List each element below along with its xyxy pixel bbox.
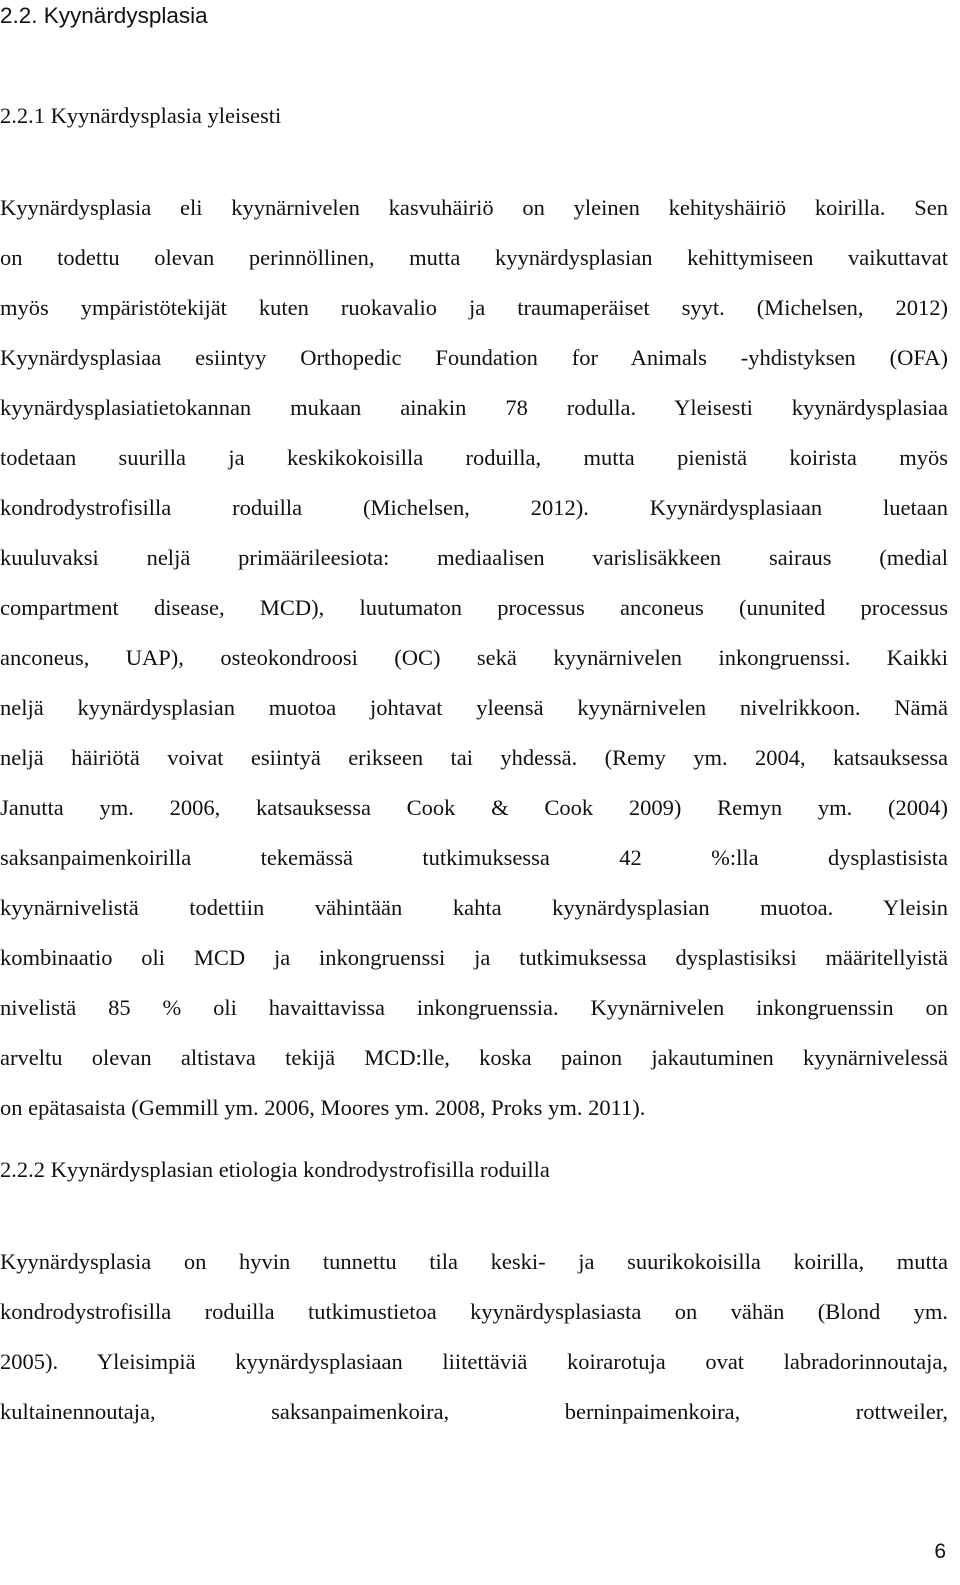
text-line: Janutta ym. 2006, katsauksessa Cook & Cook 2009) Remyn ym. (2004): [0, 795, 948, 820]
subsection-heading-2: 2.2.2 Kyynärdysplasian etiologia kondrodystrofisilla roduilla: [0, 1157, 550, 1182]
text-line: kombinaatio oli MCD ja inkongruenssi ja tutkimuksessa dysplastisiksi määritellyistä: [0, 945, 948, 970]
text-line: arveltu olevan altistava tekijä MCD:lle, koska painon jakautuminen kyynärnivelessä: [0, 1045, 948, 1070]
text-line: neljä häiriötä voivat esiintyä erikseen tai yhdessä. (Remy ym. 2004, katsauksessa: [0, 745, 948, 770]
section-heading: 2.2. Kyynärdysplasia: [0, 3, 208, 28]
text-line: Kyynärdysplasiaa esiintyy Orthopedic Foundation for Animals -yhdistyksen (OFA): [0, 345, 948, 370]
text-line: kuuluvaksi neljä primäärileesiota: mediaalisen varislisäkkeen sairaus (medial: [0, 545, 948, 570]
text-line: kyynärdysplasiatietokannan mukaan ainakin 78 rodulla. Yleisesti kyynärdysplasiaa: [0, 395, 948, 420]
text-line: Kyynärdysplasia eli kyynärnivelen kasvuhäiriö on yleinen kehityshäiriö koirilla. Sen: [0, 195, 948, 220]
text-line: nivelistä 85 % oli havaittavissa inkongruenssia. Kyynärnivelen inkongruenssin on: [0, 995, 948, 1020]
text-line: kondrodystrofisilla roduilla (Michelsen, 2012). Kyynärdysplasiaan luetaan: [0, 495, 948, 520]
text-line: anconeus, UAP), osteokondroosi (OC) sekä kyynärnivelen inkongruenssi. Kaikki: [0, 645, 948, 670]
text-line: neljä kyynärdysplasian muotoa johtavat yleensä kyynärnivelen nivelrikkoon. Nämä: [0, 695, 948, 720]
text-line: myös ympäristötekijät kuten ruokavalio ja traumaperäiset syyt. (Michelsen, 2012): [0, 295, 948, 320]
text-line: on todettu olevan perinnöllinen, mutta kyynärdysplasian kehittymiseen vaikuttavat: [0, 245, 948, 270]
text-line: 2005). Yleisimpiä kyynärdysplasiaan liitettäviä koirarotuja ovat labradorinnoutaja,: [0, 1349, 948, 1374]
text-line: kondrodystrofisilla roduilla tutkimustietoa kyynärdysplasiasta on vähän (Blond ym.: [0, 1299, 948, 1324]
subsection-heading-1: 2.2.1 Kyynärdysplasia yleisesti: [0, 103, 282, 128]
text-line: compartment disease, MCD), luutumaton processus anconeus (ununited processus: [0, 595, 948, 620]
text-line: kultainennoutaja, saksanpaimenkoira, berninpaimenkoira, rottweiler,: [0, 1399, 948, 1424]
text-line: todetaan suurilla ja keskikokoisilla roduilla, mutta pienistä koirista myös: [0, 445, 948, 470]
text-line: Kyynärdysplasia on hyvin tunnettu tila keski- ja suurikokoisilla koirilla, mutta: [0, 1249, 948, 1274]
text-line: on epätasaista (Gemmill ym. 2006, Moores ym. 2008, Proks ym. 2011).: [0, 1095, 646, 1120]
text-line: saksanpaimenkoirilla tekemässä tutkimuksessa 42 %:lla dysplastisista: [0, 845, 948, 870]
text-line: kyynärnivelistä todettiin vähintään kahta kyynärdysplasian muotoa. Yleisin: [0, 895, 948, 920]
page-number: 6: [934, 1540, 946, 1563]
